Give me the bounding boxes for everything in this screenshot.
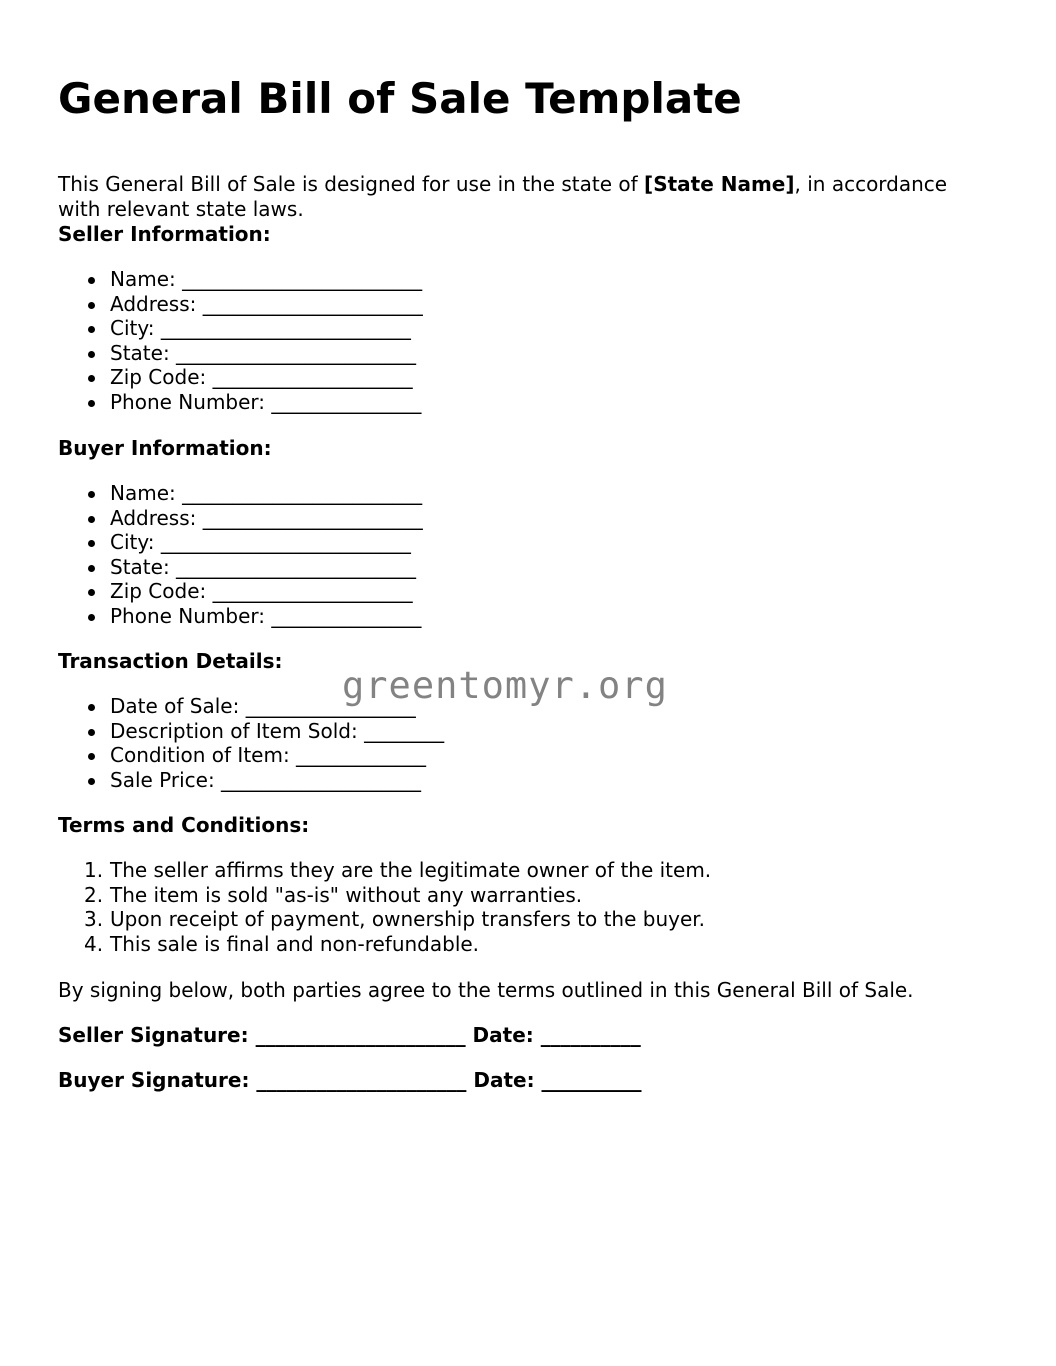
closing-statement: By signing below, both parties agree to the terms outlined in this General Bill of Sale.: [58, 978, 914, 1002]
buyer-information-heading: Buyer Information:: [58, 436, 272, 460]
seller-field-list: [58, 267, 423, 415]
term-item: [58, 932, 711, 957]
seller-address-field: Address: ______________________: [58, 292, 423, 317]
seller-signature-line: Seller Signature: _____________________ Date: __________: [58, 1023, 641, 1047]
seller-city-field: City: _________________________: [58, 316, 423, 341]
terms-heading: Terms and Conditions:: [58, 813, 310, 837]
transaction-details-heading: Transaction Details:: [58, 649, 283, 673]
item-description-field: Description of Item Sold: ________: [58, 719, 444, 744]
buyer-field-list: [58, 481, 423, 629]
sale-price-field: Sale Price: ____________________: [58, 768, 444, 793]
buyer-city-field: City: _________________________: [58, 530, 423, 555]
buyer-state-field: State: ________________________: [58, 555, 423, 580]
intro-text-after: , in accordance with relevant state laws.: [58, 172, 948, 221]
buyer-signature-line: Buyer Signature: _____________________ Date: __________: [58, 1068, 642, 1092]
term-text: The seller affirms they are the legitimate owner of the item.: [110, 858, 712, 882]
term-text: The item is sold "as-is" without any warranties.: [110, 882, 583, 907]
seller-information-heading: Seller Information:: [58, 222, 271, 246]
intro-text-before: This General Bill of Sale is designed for use in the state of: [58, 172, 645, 196]
buyer-phone-field: Phone Number: _______________: [58, 604, 423, 629]
term-number: 4.: [84, 931, 104, 956]
term-item: [58, 858, 711, 883]
item-condition-field: Condition of Item: _____________: [58, 743, 444, 768]
buyer-address-field: Address: ______________________: [58, 506, 423, 531]
term-item: [58, 883, 711, 908]
term-text: This sale is final and non-refundable.: [110, 931, 480, 956]
terms-list: [58, 858, 711, 956]
seller-state-field: State: ________________________: [58, 341, 423, 366]
transaction-field-list: [58, 694, 444, 792]
buyer-name-field: Name: ________________________: [58, 481, 423, 506]
term-item: [58, 907, 711, 932]
seller-zip-field: Zip Code: ____________________: [58, 365, 423, 390]
seller-phone-field: Phone Number: _______________: [58, 390, 423, 415]
term-number: 2.: [84, 882, 104, 907]
watermark-text: greentomyr.org: [342, 664, 668, 707]
term-number: 3.: [84, 907, 104, 932]
term-number: 1.: [84, 858, 104, 882]
term-text: Upon receipt of payment, ownership transfers to the buyer.: [110, 907, 706, 932]
seller-name-field: Name: ________________________: [58, 267, 423, 292]
buyer-zip-field: Zip Code: ____________________: [58, 579, 423, 604]
intro-paragraph: [58, 172, 993, 221]
date-of-sale-field: Date of Sale: _________________: [58, 694, 444, 719]
state-name-placeholder: [State Name]: [644, 172, 795, 196]
document-title: General Bill of Sale Template: [58, 74, 742, 123]
